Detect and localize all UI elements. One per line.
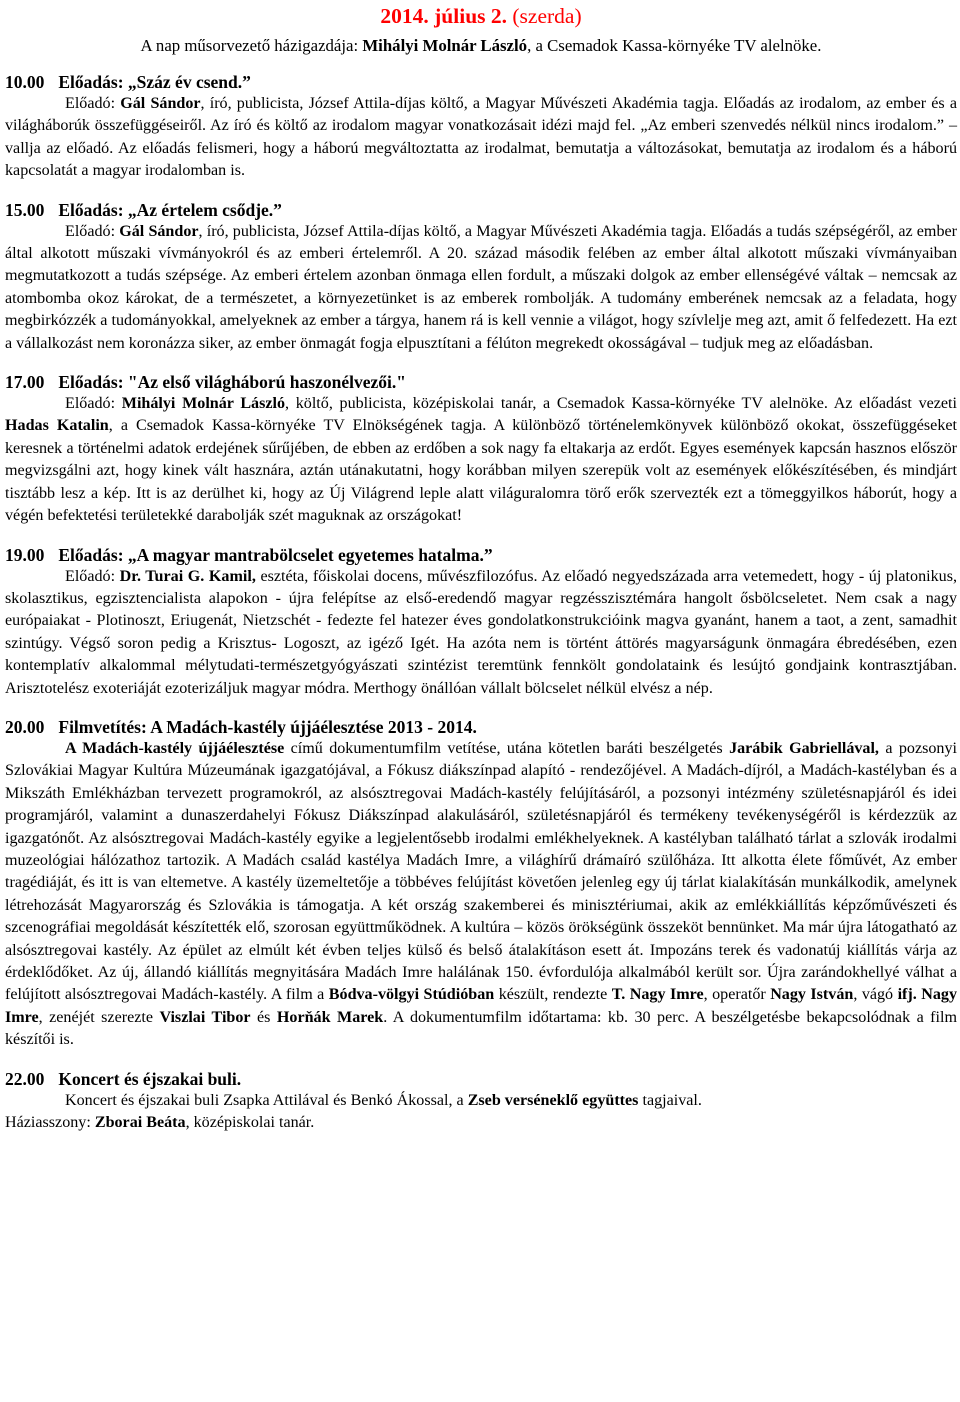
speaker-name: Gál Sándor	[120, 95, 201, 112]
event-1000	[5, 71, 957, 183]
event-body: . A dokumentumfilm időtartama: kb. 30 perc. A beszélgetésbe bekapcsolódnak a film készítői is.	[5, 1008, 957, 1049]
event-1500	[5, 199, 957, 355]
speaker-label: Előadó:	[65, 95, 121, 112]
event-body: , vágó	[853, 986, 898, 1004]
event-body: készült, rendezte	[494, 986, 612, 1004]
event-time: 19.00	[5, 544, 45, 565]
weekday-text: (szerda)	[512, 4, 582, 28]
event-time: 17.00	[5, 372, 45, 393]
composer-name: Viszlai Tibor	[159, 1008, 251, 1026]
event-description	[5, 93, 957, 183]
event-body: című dokumentumfilm vetítése, utána kötetlen baráti beszélgetés	[284, 739, 730, 757]
host-suffix: , a Csemadok Kassa-környéke TV alelnöke.	[527, 36, 822, 55]
speaker-label: Előadó:	[65, 395, 122, 413]
editor-name: ifj. Nagy Imre	[5, 986, 957, 1026]
event-body: és	[250, 1008, 277, 1026]
event-title: Filmvetítés: A Madách-kastély újjáélesztése 2013 - 2014.	[58, 716, 477, 737]
event-body: tagjaival.	[638, 1091, 702, 1109]
event-description	[5, 738, 957, 1052]
speaker-label: Előadó:	[65, 222, 120, 240]
event-time: 20.00	[5, 716, 45, 737]
composer-name: Horňák Marek	[276, 1008, 384, 1026]
event-title: Előadás: „A magyar mantrabölcselet egyetemes hatalma.”	[58, 544, 493, 565]
group-name: Zseb verséneklő együttes	[467, 1091, 639, 1109]
director-name: T. Nagy Imre	[611, 986, 704, 1004]
host-line	[5, 35, 957, 56]
speaker-name: Dr. Turai G. Kamil,	[119, 567, 256, 585]
event-2000	[5, 716, 957, 1052]
studio-name: Bódva-völgyi Stúdióban	[328, 986, 495, 1004]
event-title: Előadás: „Az értelem csődje.”	[58, 199, 282, 220]
event-title: Koncert és éjszakai buli.	[58, 1068, 242, 1089]
event-body: , zenéjét szerezte	[38, 1008, 160, 1026]
event-body: Koncert és éjszakai buli Zsapka Attilával és Benkó Ákossal, a	[65, 1091, 468, 1109]
event-body: , író, publicista, József Attila-díjas költő, a Magyar Művészeti Akadémia tagja. Előadás az irodalom, az ember és a világháborúk összefüggéseiről. Az író és költő az irodalom magyar vonatkozásait idézi majd fel. „Az emberi szenvedés nélkül nincs irodalom.” – vallja az előadó. Az előadás felismeri, hogy a háború megváltoztatta az irodalmat, bemutatja a változásokat, bemutatja az irodalom és a háború kapcsolatát a magyar irodalomban is.	[5, 95, 957, 180]
date-text: 2014. július 2.	[380, 4, 508, 28]
event-time: 10.00	[5, 72, 45, 92]
event-body: esztéta, főiskolai docens, művészfilozófus. Az előadó negyedszázada arra vetemedett, hogy - új platonikus, skolasztikus, egzisztencialista alapokon - újra felépítse az első-eredendő magyar regzésszisztémára hangolt ősbölcseletet. Nem csak a nagy európaiakat - Plotinoszt, Eriugenát, Nietzschét - fedezte fel hatezer éves gondolatkonstrukcióink magva gyanánt, hanem a taot, a zent, samadhit szintúgy. Végső soron pedig a Krisztus- Logoszt, az igéző Igét. Ha azóta nem is történt áttörés magyarságunk önmagára ébredésében, ezen kontemplatív alkalommal mélytudati-természetgyógyászati szintézist teremtünk fennkölt gondolataink és lesújtó gondjaink kontrasztjában. Arisztotelész exoteriáját ezoterizáljuk magyar módra. Merthogy önállóan vállalt bölcselet nélkül elvész a nép.	[5, 567, 957, 697]
event-title: Előadás: "Az első világháború haszonélvezői."	[58, 372, 406, 393]
event-heading	[5, 71, 957, 93]
event-2200	[5, 1068, 957, 1135]
event-heading	[5, 199, 957, 221]
speaker-label: Előadó:	[65, 567, 120, 585]
event-body: a pozsonyi Szlovákiai Magyar Kultúra Múzeumának igazgatójával, a Fókusz diákszínpad alapító - rendezőjével. A Madách-díjról, a Madách-kastélyban és a Mikszáth Emlékházban tervezett programokról, az alsósztregovai Madách-kastély felújításáról, a pozsonyi intézmény születésnapjáról és idei programjáról, valamint a dunaszerdahelyi Fókusz Diákszínpad alakulásáról, születésnapjáról és termékeny tevékenységéről is kérdezzük az igazgatónőt. Az alsósztregovai Madách-kastély egyike a legjelentősebb irodalmi emlékhelyeknek. A kastélyban található tárlat a szlovák irodalmi muzeológiai hálózathoz tartozik. A Madách család kastélya Madách Imre, a világhírű drámaíró szülőháza. Itt alkotta élete főművét, Az ember tragédiáját, és itt is van eltemetve. A kastély üzemeltetője a többéves felújítást követően jelenleg egy új tárlat kialakításán munkálkodik, amelynek létrehozását Magyarország és Szlovákia is támogatja. A két ország szakemberei és minisztériumai, akik az emlékkiállítás képzőművészeti és szcenográfiai megoldását készítették elő, szorosan együttműködnek. A kultúra – közös örökségünk összeköt bennünket. Ma már újra látogatható az alsósztregovai kastély. Az épület az elmúlt két évben teljes külső és belső átalakításon esett át. Impozáns terek és vadonatúj kiállítás várja az érdeklődőket. Az új, állandó kiállítás megnyitására Madách Imre halálának 150. évfordulója alkalmából került sor. Újra zarándokhellyé válhat a felújított alsósztregovai Madách-kastély. A film a	[5, 739, 957, 1004]
moderator-name: Hadas Katalin	[5, 417, 109, 435]
event-time: 22.00	[5, 1068, 45, 1089]
event-description	[5, 221, 957, 355]
event-body: , író, publicista, József Attila-díjas költő, a Magyar Művészeti Akadémia tagja. Előadás a tudás szépségéről, az ember által alkotott műszaki vívmányokról és az emberi értelemről. A 20. század második felében az ember által alkotott műszaki vívmányaiban megmutatkozott a tudás szépsége. Az emberi értelem azonban önmaga ellen fordult, a műszaki dolgok az ember ellenségévé váltak – nemcsak az atombomba okoz károkat, de a természetet, a környezetünket is az emberek rombolják. A tudomány emberének nemcsak az a feladata, hogy megbirkózzék a tudományokkal, amelyeknek az ember a tárgya, hanem rá is kell vennie a világot, hogy szívlelje meg azt, amit ő felfedezett. Ha ezt a vállalkozást nem koronázza siker, az ember önmagát fogja elpusztítani a félúton megrekedt okosságával – tudjuk meg az előadásban.	[5, 222, 957, 352]
hostess-suffix: , középiskolai tanár.	[185, 1114, 315, 1132]
event-description	[5, 393, 957, 527]
event-description	[5, 1090, 957, 1135]
host-name: Mihályi Molnár László	[362, 36, 528, 55]
film-title: A Madách-kastély újjáélesztése	[65, 739, 285, 757]
event-1900	[5, 544, 957, 700]
event-heading	[5, 716, 957, 738]
event-body: , költő, publicista, középiskolai tanár, a Csemadok Kassa-környéke TV alelnöke. Az előadást vezeti	[285, 395, 957, 413]
date-title	[5, 3, 957, 30]
event-title: Előadás: „Száz év csend.”	[58, 72, 251, 92]
camera-name: Nagy István	[770, 986, 854, 1004]
hostess-name: Zborai Beáta	[94, 1114, 186, 1132]
event-description	[5, 566, 957, 700]
event-body: , operatőr	[703, 986, 771, 1004]
speaker-name: Mihályi Molnár László	[121, 395, 286, 413]
event-body: , a Csemadok Kassa-környéke TV Elnökségének tagja. A különböző történelemkönyvek különböző okokat, összefüggéseket keresnek a történelmi adatok erdejének sűrűjében, de ebben az erdőben a sok nagy fa eltakarja az erdőt. Egyes események kapcsán hasznos először megvizsgálni azt, hogy kinek vált hasznára, aztán utánakutatni, hogy korábban milyen szerepük volt az események előkészítésében, és mindjárt tisztább lesz a kép. Itt is az derülhet ki, hogy az Új Világrend leple alatt világuralomra törő erők szervezték ezt a tömeggyilkos háborút, hogy a végén befektetési területekké darabolják szét maguknak az országokat!	[5, 417, 957, 525]
event-heading	[5, 1068, 957, 1090]
event-time: 15.00	[5, 199, 45, 220]
host-prefix: A nap műsorvezető házigazdája:	[140, 36, 363, 55]
hostess-label: Háziasszony:	[5, 1114, 95, 1132]
event-1700	[5, 371, 957, 527]
event-heading	[5, 371, 957, 393]
event-heading	[5, 544, 957, 566]
guest-name: Jarábik Gabriellával,	[729, 739, 879, 757]
speaker-name: Gál Sándor	[119, 222, 199, 240]
